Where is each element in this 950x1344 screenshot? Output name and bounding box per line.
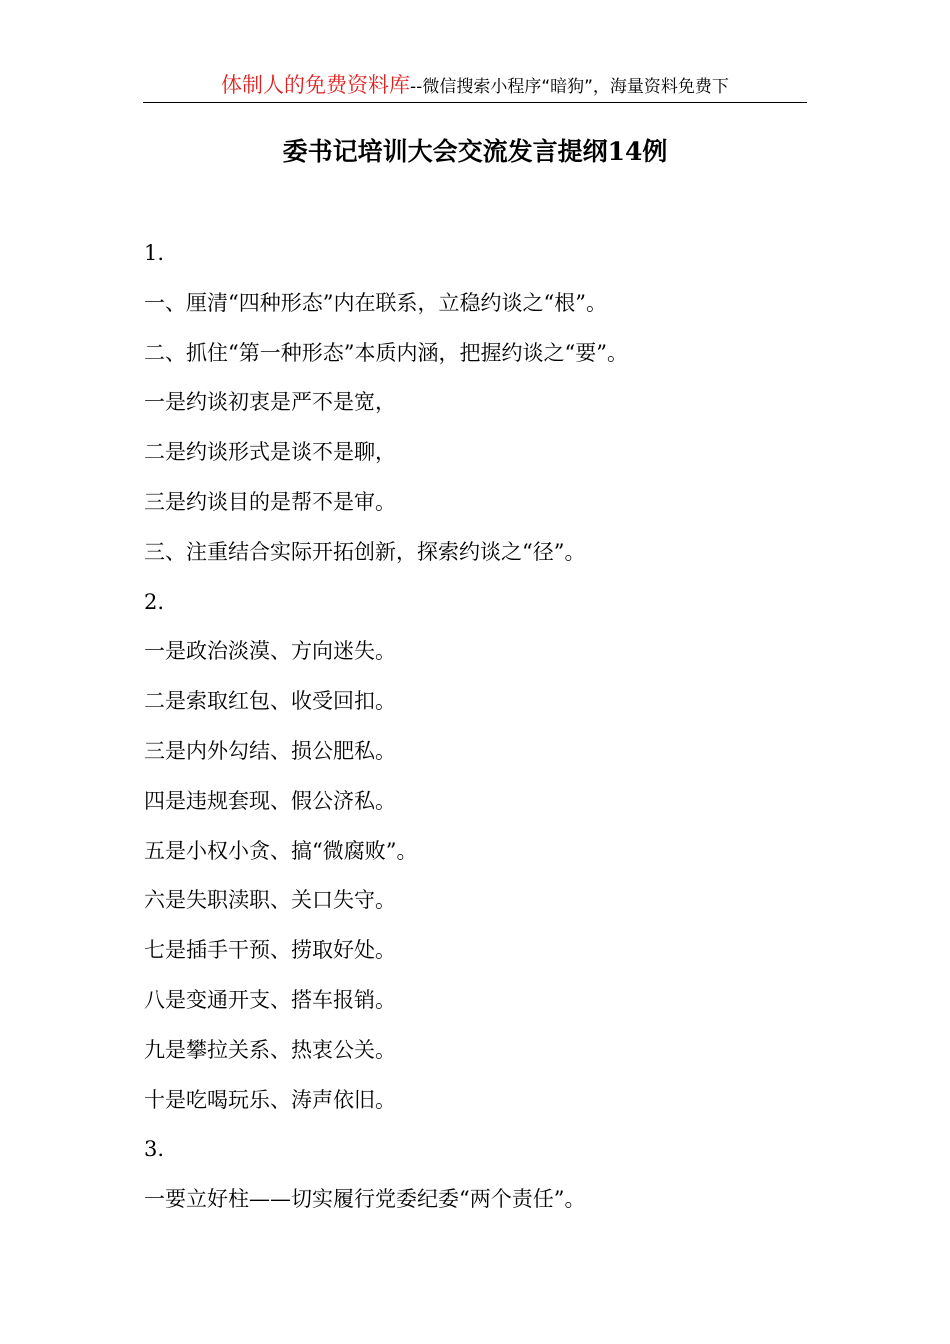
header-tagline: --微信搜索小程序“暗狗”，海量资料免费下 [410,77,729,97]
body-line: 九是攀拉关系、热衷公关。 [144,1037,396,1062]
document-title: 委书记培训大会交流发言提纲14例 [282,137,668,166]
body-line: 三、注重结合实际开拓创新，探索约谈之“径”。 [144,539,586,564]
body-line: 二是约谈形式是谈不是聊， [144,440,396,465]
body-line: 七是插手干预、捞取好处。 [144,938,396,963]
body-line: 一是约谈初衷是严不是宽， [144,390,396,415]
body-line: 六是失职渎职、关口失守。 [144,888,396,913]
body-line: 3. [144,1137,165,1162]
body-line: 一要立好柱——切实履行党委纪委“两个责任”。 [144,1187,586,1212]
body-line: 三是约谈目的是帮不是审。 [144,489,396,514]
body-line: 五是小权小贪、搞“微腐败”。 [144,838,418,863]
body-line: 十是吃喝玩乐、涛声依旧。 [144,1087,396,1112]
body-line: 二、抓住“第一种形态”本质内涵，把握约谈之“要”。 [144,340,628,365]
body-line: 一是政治淡漠、方向迷失。 [144,639,396,664]
body-line: 三是内外勾结、损公肥私。 [144,738,396,763]
body-line: 一、厘清“四种形态”内在联系，立稳约谈之“根”。 [144,290,607,315]
body-line: 八是变通开支、搭车报销。 [144,987,396,1012]
page-header [143,70,807,103]
body-line: 四是违规套现、假公济私。 [144,788,396,813]
document-body [144,233,824,1229]
body-line: 2. [144,589,165,614]
body-line: 二是索取红包、收受回扣。 [144,689,396,714]
header-brand: 体制人的免费资料库 [221,73,411,97]
body-line: 1. [144,241,165,265]
